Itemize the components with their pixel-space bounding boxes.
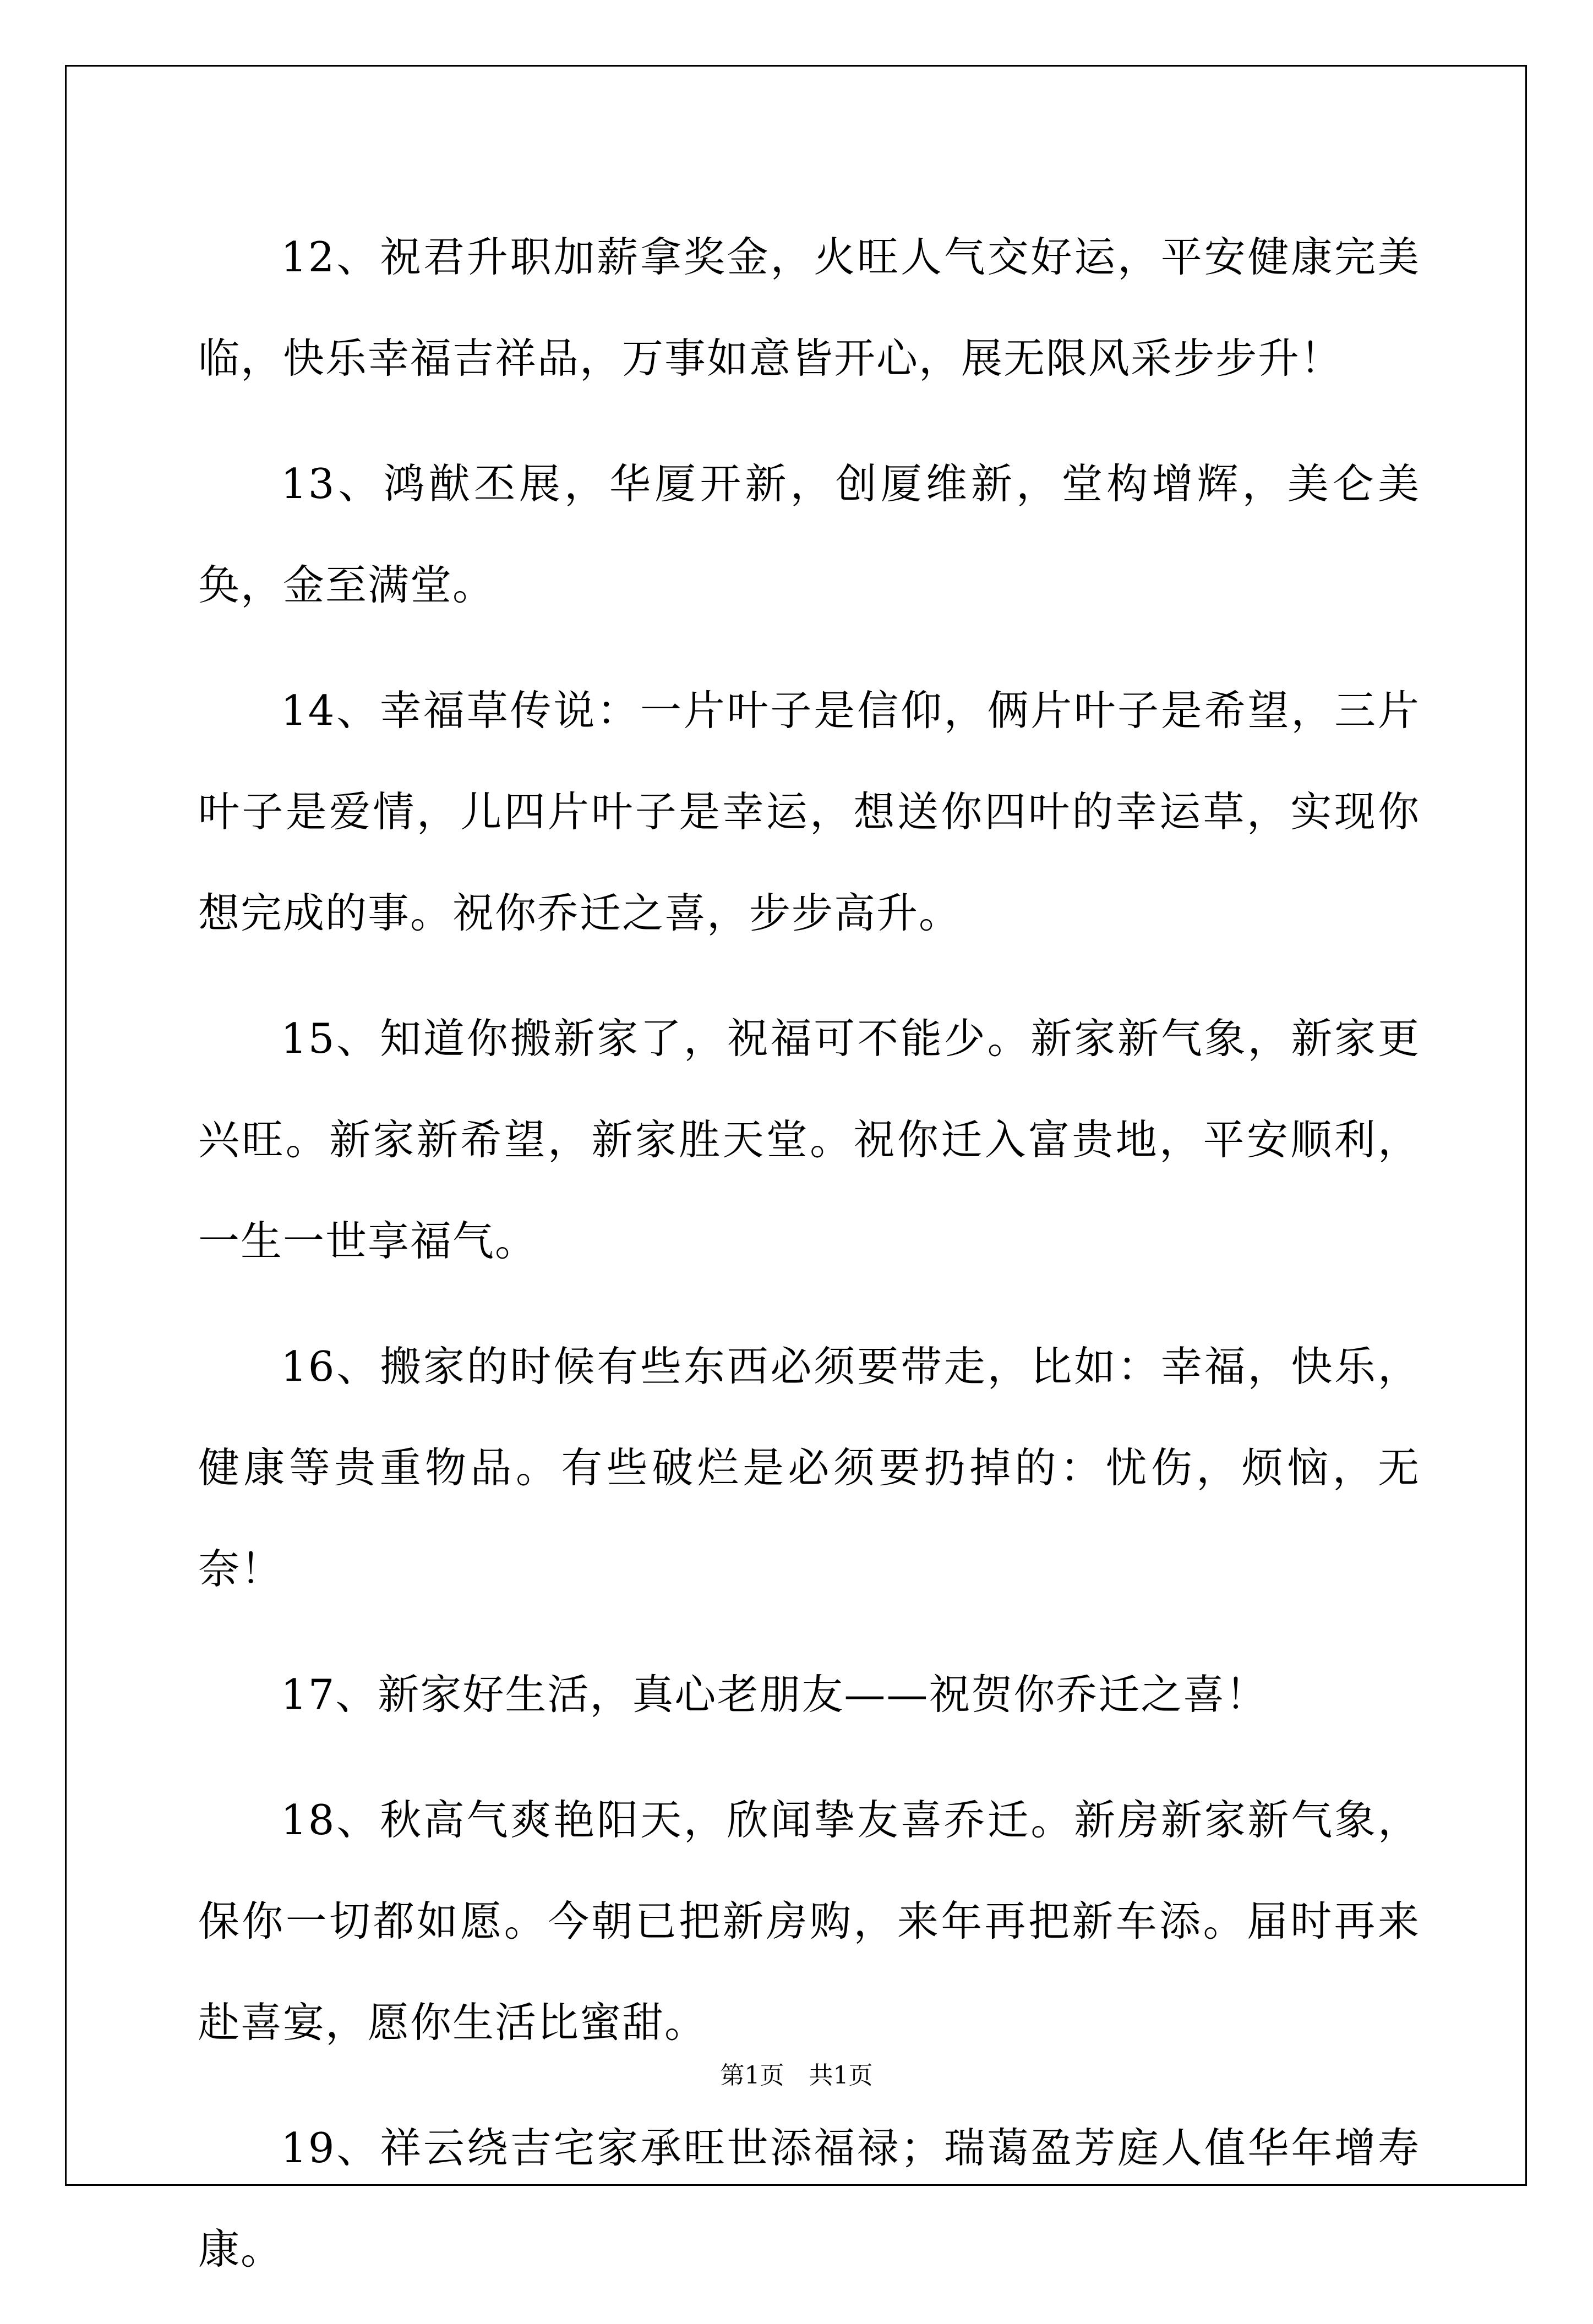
paragraph-14: 14、幸福草传说：一片叶子是信仰，俩片叶子是希望，三片叶子是爱情，儿四片叶子是幸运，想送你四叶的幸运草，实现你想完成的事。祝你乔迁之喜，步步高升。: [198, 686, 1420, 937]
paragraph-19: 19、祥云绕吉宅家承旺世添福禄；瑞蔼盈芳庭人值华年增寿康。: [198, 2124, 1420, 2273]
paragraph-17: 17、新家好生活，真心老朋友——祝贺你乔迁之喜！: [281, 1670, 1268, 1719]
paragraph-15: 15、知道你搬新家了，祝福可不能少。新家新气象，新家更兴旺。新家新希望，新家胜天堂。祝你迁入富贵地，平安顺利，一生一世享福气。: [198, 1014, 1420, 1265]
page-footer: [0, 2059, 1593, 2092]
paragraph-18: 18、秋高气爽艳阳天，欣闻挚友喜乔迁。新房新家新气象，保你一切都如愿。今朝已把新房购，来年再把新车添。届时再来赴喜宴，愿你生活比蜜甜。: [198, 1796, 1420, 2047]
page-number-total: 共1页: [809, 2061, 873, 2090]
document-body: [198, 206, 1420, 2324]
paragraph-13: 13、鸿猷丕展，华厦开新，创厦维新，堂构增辉，美仑美奂，金至满堂。: [198, 460, 1420, 609]
paragraph-16: 16、搬家的时候有些东西必须要带走，比如：幸福，快乐，健康等贵重物品。有些破烂是必须要扔掉的：忧伤，烦恼，无奈！: [198, 1342, 1420, 1593]
paragraph-12: 12、祝君升职加薪拿奖金，火旺人气交好运，平安健康完美临，快乐幸福吉祥品，万事如意皆开心，展无限风采步步升！: [198, 233, 1420, 382]
page-number-current: 第1页: [720, 2061, 784, 2090]
